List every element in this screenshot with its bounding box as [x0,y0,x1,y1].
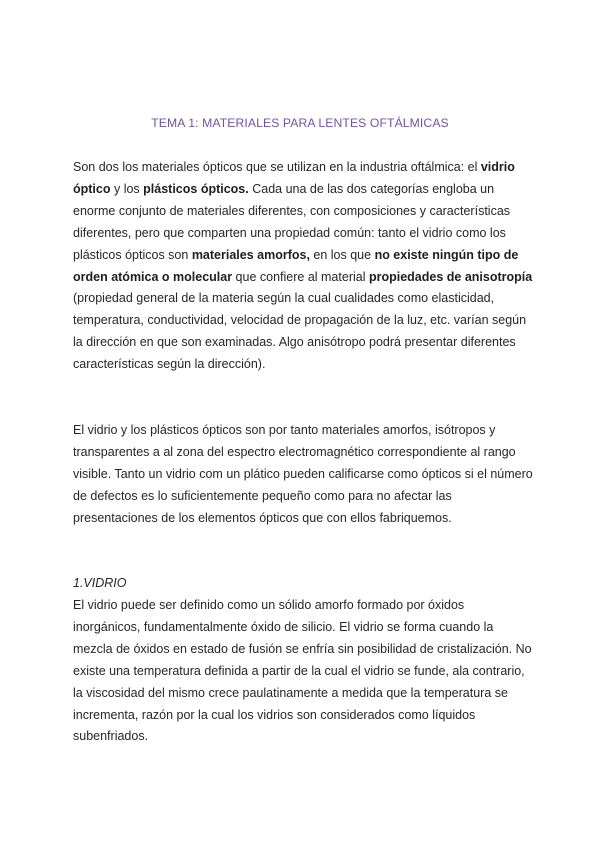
text-run: Cada una de las dos categorías engloba un enorme conjunto de materiales diferentes, con composiciones y características diferentes, pero que comparten una propiedad común: tanto el vidrio como los plásticos ópticos son [73,181,511,262]
text-run: Son dos los materiales ópticos que se utilizan en la industria oftálmica: el [73,160,481,174]
paragraph-amorphous: El vidrio y los plásticos ópticos son por tanto materiales amorfos, isótropos y transparentes a al zona del espectro electromagnético correspondiente al rango visible. Tanto un vidrio com un plático pueden calificarse como ópticos si el número de defectos es lo suficientemente pequeño como para no afectar las presentaciones de los elementos ópticos que con ellos fabriquemos. [73,423,533,525]
text-run: que confiere al material [232,269,369,284]
paragraph-glass: El vidrio puede ser definido como un sólido amorfo formado por óxidos inorgánicos, fundamentalmente óxido de silicio. El vidrio se forma cuando la mezcla de óxidos en estado de fusión se enfría sin posibilidad de cristalización. No existe una temperatura definida a partir de la cual el vidrio se funde, ala contrario, la viscosidad del mismo crece paulatinamente a medida que la temperatura se incrementa, razón por la cual los vidrios son considerados como líquidos subenfriados. [73,598,532,744]
bold-term: materiales amorfos, [191,247,310,262]
text-run: en los que [309,247,375,262]
page-title: TEMA 1: MATERIALES PARA LENTES OFTÁLMICAS [151,116,449,130]
text-run: (propiedad general de la materia según la cual cualidades como elasticidad, temperatura, conductividad, velocidad de propagación de la luz, etc. varían según la dirección en que son examinadas. Algo anisótropo podrá presentar diferentes características según la dirección). [73,291,527,372]
bold-term: propiedades de anisotropía [368,269,533,284]
section-heading: 1.VIDRIO [73,576,127,590]
bold-term: plásticos ópticos. [143,181,249,196]
text-run: y los [110,181,144,196]
bold-term: no existe ningún tipo de orden atómica o molecular [73,247,519,284]
paragraph-intro [73,157,533,376]
bold-term: vidrio óptico [73,160,515,196]
